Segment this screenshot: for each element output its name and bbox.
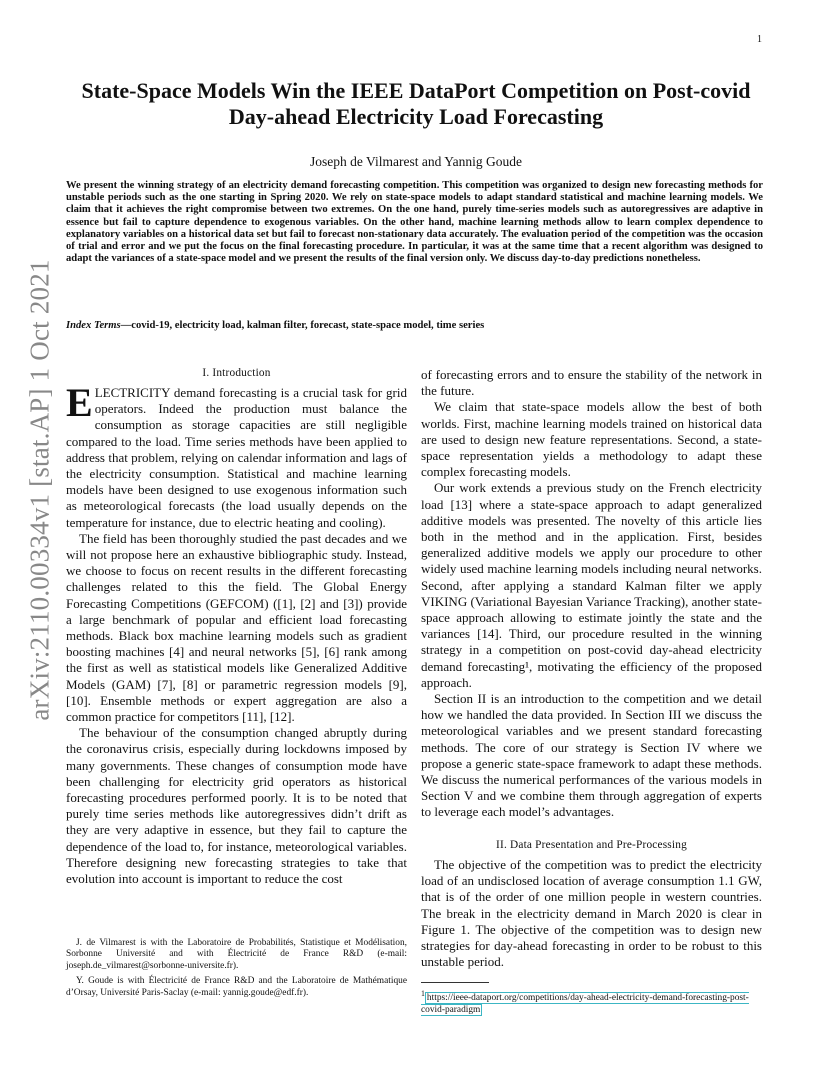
left-column [66, 367, 407, 887]
intro-paragraph-1 [66, 380, 407, 531]
index-terms-text: —covid-19, electricity load, kalman filter, forecast, state-space model, time series [120, 320, 485, 331]
drop-cap: E [66, 380, 93, 425]
intro-paragraph-3: The behaviour of the consumption changed abruptly during the coronavirus crisis, especially during lockdowns imposed by many governments. These changes of consumption mode have been challenging for electricity grid operators as historical forecasting procedures performed poorly. It is to be noted that purely time series methods like autoregressives didn’t drift as they are very adaptive in essence, but they fail to capture the dependence of the load to, for instance, meteorological variables. Therefore designing new forecasting strategies to take that evolution into account is important to reduce the cost [66, 725, 407, 887]
intro-paragraph-6: Our work extends a previous study on the French electricity load [13] where a state-space approach to adapt generalized additive models was presented. The novelty of this article lies both in the method and in the application. First, besides generalized additive models we apply our procedure to other widely used machine learning models including neural networks. Second, after applying a standard Kalman filter we apply VIKING (Variational Bayesian Variance Tracking), another state-space approach allowing to estimate jointly the state and the variances [14]. Third, our procedure resulted in the winning strategy in a competition on post-covid day-ahead electricity demand forecasting¹, motivating the efficiency of the proposed approach. [421, 480, 762, 690]
footnote-author-1: J. de Vilmarest is with the Laboratoire de Probabilités, Statistique et Modélisation, Sorbonne Université and with Électricité de France R&D (e-mail: joseph.de_vilmarest@sorbonne-universite.fr). [66, 938, 407, 971]
intro-paragraph-1-text: LECTRICITY demand forecasting is a crucial task for grid operators. Indeed the production must balance the consumption as storage capacities are still negligible compared to the load. Time series methods have been applied to address that problem, relying on calendar information and lags of the electricity consumption. Statistical and machine learning models have been designed to use exogenous information such as meteorological forecasts (the load usually depends on the temperature for instance, due to electric heating and cooling). [66, 385, 407, 530]
arxiv-stamp-text: arXiv:2110.00334v1 [stat.AP] 1 Oct 2021 [24, 259, 55, 721]
index-terms [66, 320, 763, 331]
right-column [421, 367, 762, 821]
intro-paragraph-2: The field has been thoroughly studied the past decades and we will not propose here an exhaustive bibliographic study. Instead, we choose to focus on recent results in the different forecasting challenges related to this the field. The Global Energy Forecasting Competitions (GEFCOM) ([1], [2] and [3]) provide a large benchmark of popular and efficient load forecasting methods. Black box machine learning models such as gradient boosting machines [4] and neural networks [5], [6] rank among the first as well as statistical models like Generalized Additive Models (GAM) [7], [8] or parametric regression models [9], [10]. Ensemble methods or expert aggregation are also a common practice for competitors [11], [12]. [66, 530, 407, 725]
intro-paragraph-7: Section II is an introduction to the competition and we detail how we handled the data provided. In Section III we discuss the meteorological variables and we present standard forecasting methods. The core of our strategy is Section IV where we propose a generic state-space framework to adapt these methods. We discuss the numerical performances of the various models in Section V and we combine them through aggregation of experts to leverage each model’s advantages. [421, 691, 762, 820]
author-footnotes [66, 938, 407, 1003]
footnote-author-2: Y. Goude is with Électricité de France R&D and the Laboratoire de Mathématique d’Orsay, Université Paris-Saclay (e-mail: yannig.goude@edf.fr). [66, 976, 407, 998]
section-heading-introduction: I. Introduction [202, 367, 271, 379]
competition-link[interactable]: https://ieee-dataport.org/competitions/day-ahead-electricity-demand-forecasting-post-covid-paradigm [421, 993, 749, 1016]
data-section [421, 839, 762, 970]
footnote-url [421, 988, 762, 1016]
intro-paragraph-5: We claim that state-space models allow the best of both worlds. First, machine learning models trained on historical data are used to design new feature representations. Second, a state-space representation yields a methodology to adapt these complex forecasting models. [421, 399, 762, 480]
intro-paragraph-4: of forecasting errors and to ensure the stability of the network in the future. [421, 367, 762, 399]
index-terms-label: Index Terms [66, 320, 121, 331]
abstract: We present the winning strategy of an electricity demand forecasting competition. This competition was organized to design new forecasting methods for unstable periods such as the one starting in Spring 2020. We rely on state-space models to adapt standard statistical and machine learning models. We claim that it achieves the right compromise between two extremes. On the one hand, purely time-series models such as autoregressives are adaptive in essence but fail to capture dependence to exogenous variables. On the other hand, machine learning methods allow to learn complex dependence to explanatory variables on a historical data set but fail to forecast non-stationary data accurately. The evaluation period of the competition was the occasion of trial and error and we put the focus on the final forecasting procedure. In particular, it was at the same time that a recent algorithm was designed to adapt the variances of a state-space model and we present the results of the final version only. We discuss day-to-day predictions nonetheless. [66, 180, 763, 265]
arxiv-stamp [10, 259, 70, 721]
authors: Joseph de Vilmarest and Yannig Goude [310, 154, 522, 169]
section-heading-data: II. Data Presentation and Pre-Processing [496, 839, 687, 851]
footnote-divider [421, 982, 489, 983]
data-paragraph-1: The objective of the competition was to predict the electricity load of an undisclosed location of average consumption 1.1 GW, that is of the order of one million people in western countries. The break in the electricity demand in March 2020 is clear in Figure 1. The objective of the competition was to design new strategies for day-ahead forecasting in order to be robust to this unstable period. [421, 857, 762, 970]
page-number: 1 [757, 34, 762, 45]
footnote-marker: 1 [421, 989, 425, 998]
paper-title: State-Space Models Win the IEEE DataPort Competition on Post-covid Day-ahead Electricity Load Forecasting [81, 78, 751, 129]
